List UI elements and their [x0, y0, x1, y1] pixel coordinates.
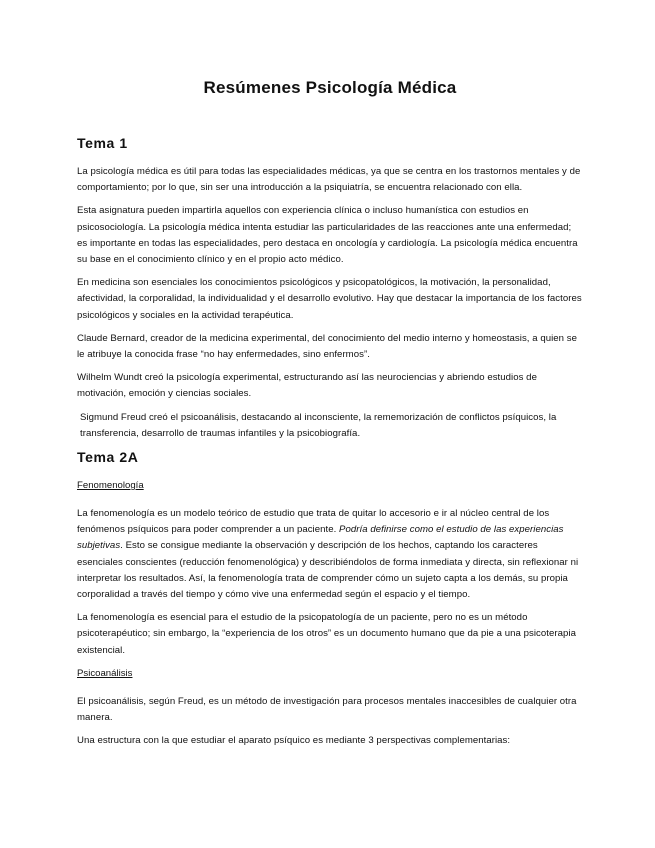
- subheading-psicoanalisis: Psicoanálisis: [77, 667, 133, 679]
- fenomenologia-paragraph-1: [77, 506, 583, 603]
- psicoanalisis-paragraph-2: Una estructura con la que estudiar el aparato psíquico es mediante 3 perspectivas complementarias:: [77, 735, 511, 747]
- fenomenologia-p1-text-start: La fenomenología es un modelo teórico de estudio que trata de quitar lo accesorio e ir al núcleo central de los fenómenos psíquicos para poder comprender a un paciente.: [77, 508, 550, 536]
- tema1-paragraph-1: La psicología médica es útil para todas las especialidades médicas, ya que se centra en los trastornos mentales y de comportamiento; por lo que, sin ser una introducción a la psiquiatría, se encuentra relacionado con ella.: [77, 166, 581, 194]
- fenomenologia-p1-text-end: . Esto se consigue mediante la observación y descripción de los hechos, captando los caracteres esenciales conscientes (reducción fenomenológica) y describiéndolos de forma inmediata y directa, sin reflexionar ni interpretar los resultados. Así, la fenomenología trata de comprender cómo un sujeto capta a los demás, su propia corporalidad a través del tiempo y cómo vive una enfermedad según el espacio y el tiempo.: [77, 540, 579, 601]
- tema1-paragraph-6: Sigmund Freud creó el psicoanálisis, destacando al inconsciente, la rememorización de conflictos psíquicos, la transferencia, desarrollo de traumas infantiles y la psicobiografía.: [80, 411, 557, 439]
- psicoanalisis-paragraph-1: El psicoanálisis, según Freud, es un método de investigación para procesos mentales inaccesibles de cualquier otra manera.: [77, 695, 577, 724]
- section-heading-tema-2a: Tema 2A: [77, 449, 139, 466]
- tema1-paragraph-5: Wilhelm Wundt creó la psicología experimental, estructurando así las neurociencias y abriendo estudios de motivación, emoción y ciencias sociales.: [77, 372, 537, 400]
- document-title: Resúmenes Psicología Médica: [203, 78, 457, 97]
- subheading-fenomenologia: Fenomenología: [77, 480, 144, 492]
- tema1-paragraph-3: En medicina son esenciales los conocimientos psicológicos y psicopatológicos, la motivación, la personalidad, afectividad, la corporalidad, la individualidad y el desarrollo evolutivo. Hay que destacar la importancia de los factores psicológicos y sociales en la actividad terapéutica.: [77, 277, 582, 321]
- section-heading-tema-1: Tema 1: [77, 135, 128, 151]
- tema1-paragraph-4: Claude Bernard, creador de la medicina experimental, del conocimiento del medio interno y homeostasis, a quien se le atribuye la conocida frase “no hay enfermedades, sino enfermos”.: [77, 332, 578, 361]
- fenomenologia-paragraph-2: La fenomenología es esencial para el estudio de la psicopatología de un paciente, pero no es un método psicoterapéutico; sin embargo, la “experiencia de los otros” es un documento humano que da pie a una psicoterapia existencial.: [77, 612, 576, 656]
- fenomenologia-p1-italic-definition: Podría definirse como el estudio de las experiencias subjetivas: [77, 524, 564, 552]
- tema1-paragraph-2: Esta asignatura pueden impartirla aquellos con experiencia clínica o incluso humanística con estudios en psicosociología. La psicología médica intenta estudiar las particularidades de las reacciones ante una enfermedad; es importante en todas las especialidades, pero destaca en oncología y cardiología. La psicología médica encuentra su base en el conocimiento clínico y en el propio acto médico.: [77, 205, 578, 266]
